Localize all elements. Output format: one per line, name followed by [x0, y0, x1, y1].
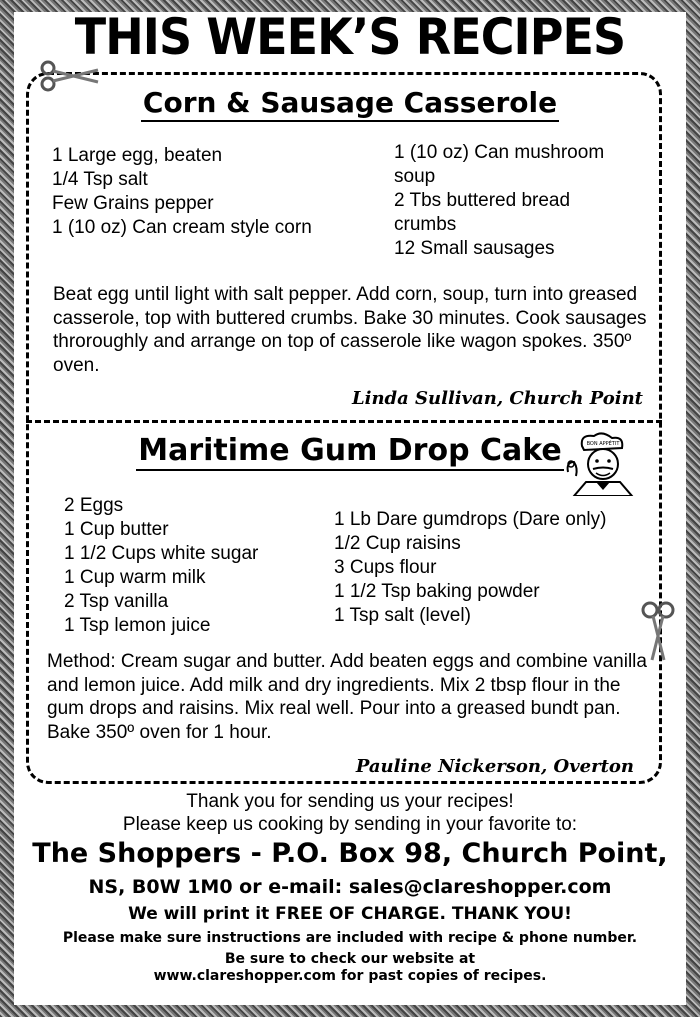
page-title: THIS WEEK’S RECIPES	[74, 8, 626, 66]
footer-website: www.clareshopper.com for past copies of recipes.	[153, 968, 547, 984]
ingredients-list	[52, 144, 312, 240]
ingredient: 1 Tsp salt (level)	[334, 605, 471, 626]
ingredient: 1 (10 oz) Can cream style corn	[52, 217, 312, 238]
ingredient: 2 Eggs	[64, 495, 124, 516]
ingredient: 1 Tsp lemon juice	[64, 615, 211, 636]
recipe-divider	[26, 420, 662, 423]
ingredient: soup	[394, 166, 436, 187]
footer-instructions-note: Please make sure instructions are included with recipe & phone number.	[62, 930, 638, 946]
recipe-byline: Linda Sullivan, Church Point	[351, 388, 643, 409]
recipe-instructions: Beat egg until light with salt pepper. Add corn, soup, turn into greased casserole, top with buttered crumbs. Bake 30 minutes. Cook sausages throroughly and arrange on top of casserole like wagon spokes. 350º oven.	[53, 284, 647, 376]
ingredient: 2 Tsp vanilla	[64, 591, 169, 612]
ingredient: 1 1/2 Cups white sugar	[64, 543, 259, 564]
recipe-byline: Pauline Nickerson, Overton	[355, 756, 634, 777]
footer-website-note: Be sure to check our website at	[224, 951, 476, 967]
ingredient: crumbs	[394, 214, 457, 235]
ingredient: Few Grains pepper	[52, 193, 214, 214]
ingredient: 1 Lb Dare gumdrops (Dare only)	[334, 509, 607, 530]
ingredient: 1/2 Cup raisins	[334, 533, 461, 554]
recipe-instructions: Method: Cream sugar and butter. Add beaten eggs and combine vanilla and lemon juice. Add milk and dry ingredients. Mix 2 tbsp flour in the gum drops and raisins. Mix real well. Pour into a greased bundt pan. Bake 350º oven for 1 hour.	[47, 651, 647, 743]
ingredient: 12 Small sausages	[394, 238, 555, 259]
ingredient: 1 Cup warm milk	[64, 567, 206, 588]
footer-address: The Shoppers - P.O. Box 98, Church Point,	[32, 838, 668, 869]
footer-contact: NS, B0W 1M0 or e-mail: sales@clareshopper.com	[88, 876, 612, 898]
footer-invite: Please keep us cooking by sending in your favorite to:	[122, 814, 578, 835]
ingredient: 2 Tbs buttered bread	[394, 190, 571, 211]
chef-hat-text: BON APPÉTIT	[586, 441, 620, 447]
ingredient: 1 Cup butter	[64, 519, 169, 540]
recipe-title: Maritime Gum Drop Cake	[0, 433, 700, 468]
ingredient: 1/4 Tsp salt	[52, 169, 148, 190]
chef-illustration	[560, 432, 640, 496]
recipe-title: Corn & Sausage Casserole	[0, 86, 700, 119]
ingredient: 1 Large egg, beaten	[52, 145, 223, 166]
ingredient: 1 1/2 Tsp baking powder	[334, 581, 540, 602]
ingredients-list	[64, 494, 258, 638]
ingredient: 3 Cups flour	[334, 557, 437, 578]
footer-thanks: Thank you for sending us your recipes!	[186, 791, 514, 812]
ingredients-list	[394, 141, 604, 261]
ingredient: 1 (10 oz) Can mushroom	[394, 142, 605, 163]
footer-free-notice: We will print it FREE OF CHARGE. THANK YOU!	[128, 904, 572, 924]
ingredients-list	[334, 508, 606, 628]
